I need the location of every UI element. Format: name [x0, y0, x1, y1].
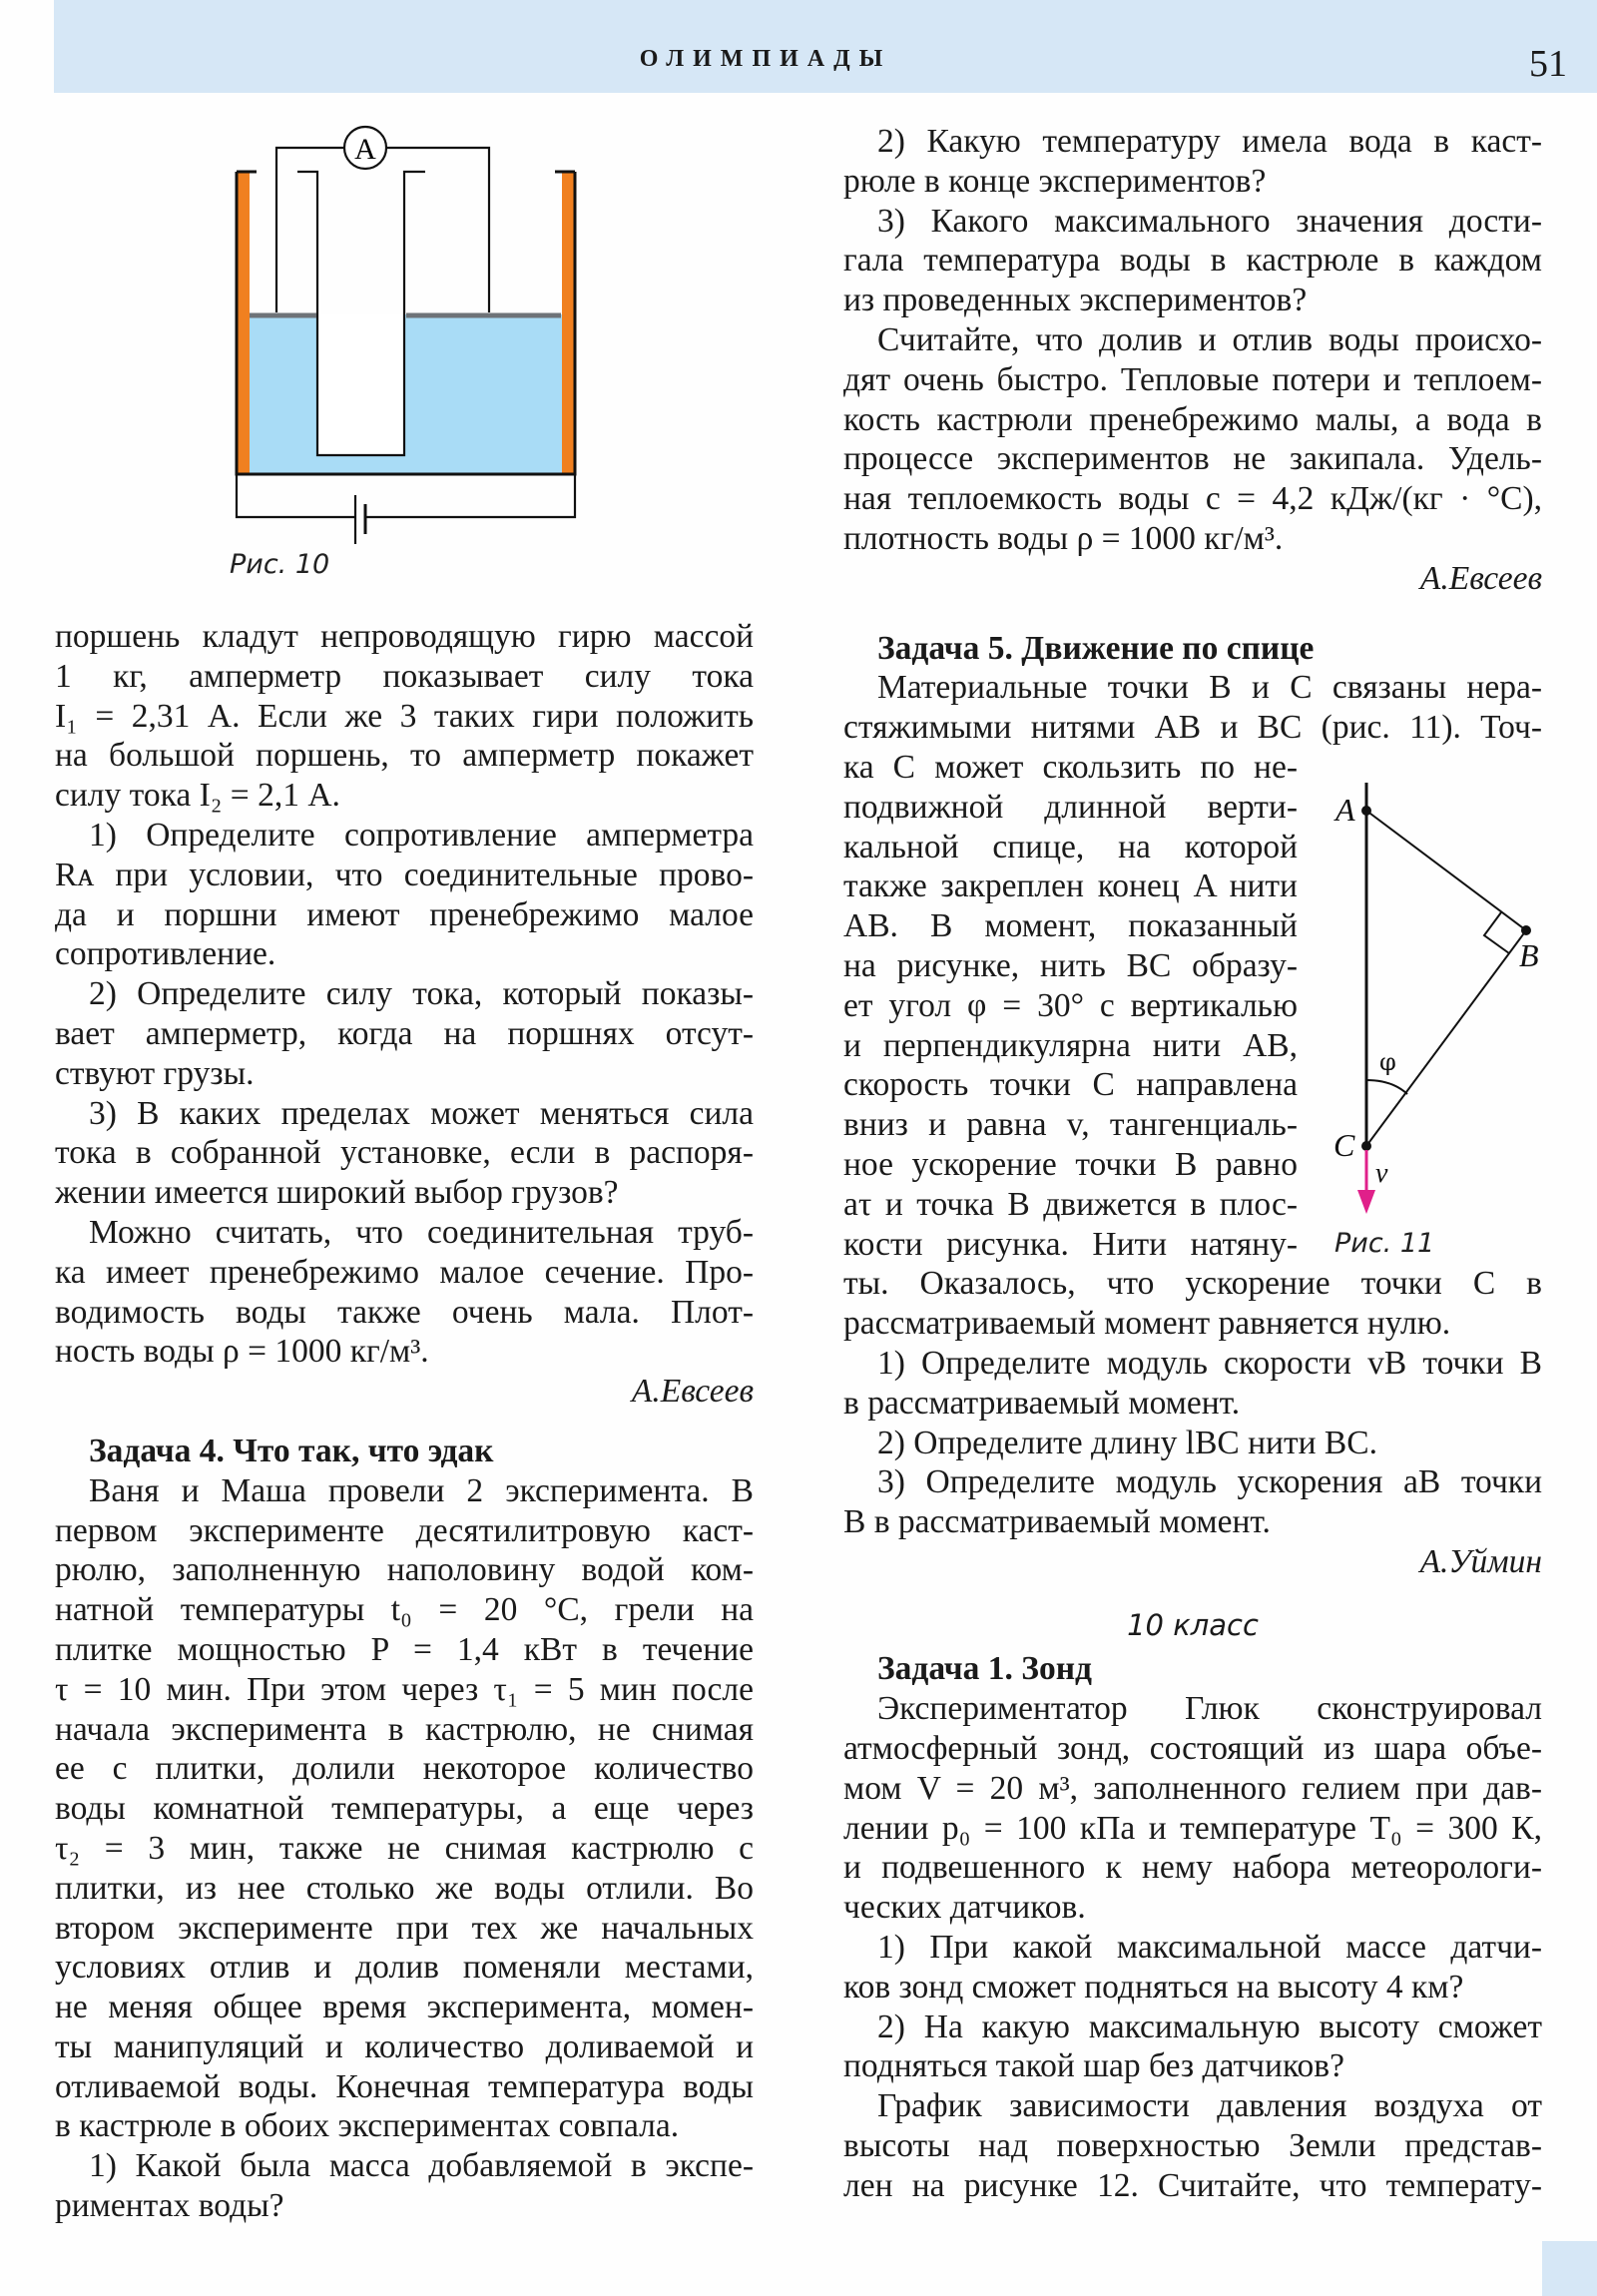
corner-tab [1542, 2241, 1597, 2296]
tube-interior [317, 314, 403, 456]
task5-intro: Материальные точки B и C связаны нера- стяжимыми нитями AB и BC (рис. 11). Точ- [843, 669, 1542, 747]
label-c: C [1333, 1127, 1355, 1163]
figure-11-caption: Рис. 11 [1334, 1228, 1435, 1259]
label-v: v [1375, 1158, 1388, 1189]
section-title: ОЛИМПИАДЫ [639, 46, 892, 72]
point-b [1521, 925, 1531, 935]
task3-continuation: поршень кладут непроводящую гирю массой 1 кг, амперметр показывает силу тока I₁ = 2,31 А. Если же 3 таких гири положить на большой поршень, то амперметр покажет силу тока I₂ = 2,1 А. [55, 618, 754, 815]
left-column [55, 617, 754, 2226]
task1-question-1: 1) При какой максимальной массе датчи- ков зонд сможет подняться на высоту 4 км? [843, 1929, 1542, 2006]
battery-circuit [237, 474, 575, 517]
task5-question-1: 1) Определите модуль скорости vB точки B в рассматриваемый момент. [843, 1344, 1542, 1422]
task3-question-1: 1) Определите сопротивление амперметра Rᴀ при условии, что соединительные прово- да и поршни имеют пренебрежимо малое сопротивление. [55, 816, 754, 973]
task1-title: Задача 1. Зонд [877, 1650, 1092, 1688]
label-a: A [1335, 792, 1355, 828]
task5-question-2: 2) Определите длину lBC нити BC. [877, 1424, 1377, 1461]
task4-question-2: 2) Какую температуру имела вода в каст- рюле в конце экспериментов? [843, 123, 1542, 200]
thread-ab [1366, 811, 1526, 930]
figure-10-diagram [200, 110, 619, 589]
task3-author: А.Евсеев [631, 1373, 754, 1411]
figure-10-caption: Рис. 10 [230, 549, 330, 580]
right-angle-mark [1484, 912, 1509, 953]
point-a [1361, 806, 1371, 816]
figure-11-diagram [1298, 759, 1567, 1278]
task1-question-2: 2) На какую максимальную высоту сможет подняться такой шар без датчиков? [843, 2008, 1542, 2085]
task5-question-3: 3) Определите модуль ускорения aB точки B в рассматриваемый момент. [843, 1463, 1542, 1541]
thread-bc [1366, 930, 1526, 1146]
task5-author: А.Уймин [1419, 1542, 1542, 1580]
label-b: B [1519, 937, 1539, 973]
right-wall-orange [562, 172, 574, 474]
task3-question-2: 2) Определите силу тока, который показы- вает амперметр, когда на поршнях отсут- ствуют грузы. [55, 975, 754, 1092]
angle-arc [1366, 1080, 1407, 1094]
task4-question-3: 3) Какого максимального значения дости- гала температура воды в кастрюле в каждом из проведенных экспериментов? [843, 202, 1542, 319]
task4-body: Ваня и Маша провели 2 эксперимента. В первом эксперименте десятилитровую каст- рюлю, заполненную наполовину водой ком- натной температуры t₀ = 20 °С, грели на плитке мощностью P = 1,4 кВт в течение τ = 10 мин. При этом через τ₁ = 5 мин после начала эксперимента в кастрюлю, не снимая ее с плитки, долили некоторое количество воды комнатной температуры, а еще через τ₂ = 3 мин, также не снимая кастрюлю с плитки, из нее столько же воды отлили. Во втором эксперименте при тех же начальных условиях отлив и долив поменяли местами, не меняя общее время эксперимента, момен- ты манипуляций и количество доливаемой и отливаемой воды. Конечная температура воды в кастрюле в обоих экспериментах совпала. [55, 1471, 754, 2145]
task5-wrapped-text: ка C может скользить по не- подвижной длинной верти- кальной спице, на которой также закреплен конец A нити AB. В момент, показанный на рисунке, нить BC образу- ет угол φ = 30° с вертикалью и перпендикулярна нити AB, скорость точки C направлена вниз и равна v, тангенциаль- ное ускорение точки B равно aτ и точка B движется в плос- кости рисунка. Нити натяну- [843, 748, 1298, 1263]
task4-title: Задача 4. Что так, что эдак [89, 1432, 494, 1469]
task5-after: ты. Оказалось, что ускорение точки C в рассматриваемый момент равняется нулю. [843, 1265, 1542, 1343]
task4-note: Считайте, что долив и отлив воды происхо- дят очень быстро. Тепловые потери и теплоем- кость кастрюли пренебрежимо малы, а вода в процессе экспериментов не закипала. Удель- ная теплоемкость воды c = 4,2 кДж/(кг · °С), плотность воды ρ = 1000 кг/м³. [843, 320, 1542, 557]
left-wall-orange [238, 172, 250, 474]
page-number: 51 [1529, 43, 1567, 85]
task1-note: График зависимости давления воздуха от высоты над поверхностью Земли представ- лен на рисунке 12. Считайте, что температу- [843, 2087, 1542, 2204]
label-phi: φ [1379, 1048, 1396, 1076]
wire-right [386, 148, 489, 312]
point-c [1361, 1141, 1371, 1151]
task5-title: Задача 5. Движение по спице [877, 629, 1315, 667]
task1-body: Экспериментатор Глюк сконструировал атмосферный зонд, состоящий из шара объе- мом V = 20 м³, заполненного гелием при дав- лении p₀ = 100 кПа и температуре T₀ = 300 К, и подвешенного к нему набора метеорологи- ческих датчиков. [843, 1690, 1542, 1927]
ammeter-label: A [354, 133, 376, 166]
task4-question-1: 1) Какой была масса добавляемой в экспе- риментах воды? [55, 2147, 754, 2225]
header-band [54, 0, 1597, 93]
grade-heading: 10 класс [1127, 1607, 1259, 1642]
task3-question-3: 3) В каких пределах может меняться сила тока в собранной установке, если в распоря- жении имеется широкий выбор грузов? [55, 1094, 754, 1212]
task4-author: А.Евсеев [1419, 559, 1542, 597]
velocity-arrow-head [1357, 1190, 1375, 1214]
task3-note: Можно считать, что соединительная труб- ка имеет пренебрежимо малое сечение. Про- водимость воды также очень мала. Плот- ность воды ρ = 1000 кг/м³. [55, 1213, 754, 1371]
